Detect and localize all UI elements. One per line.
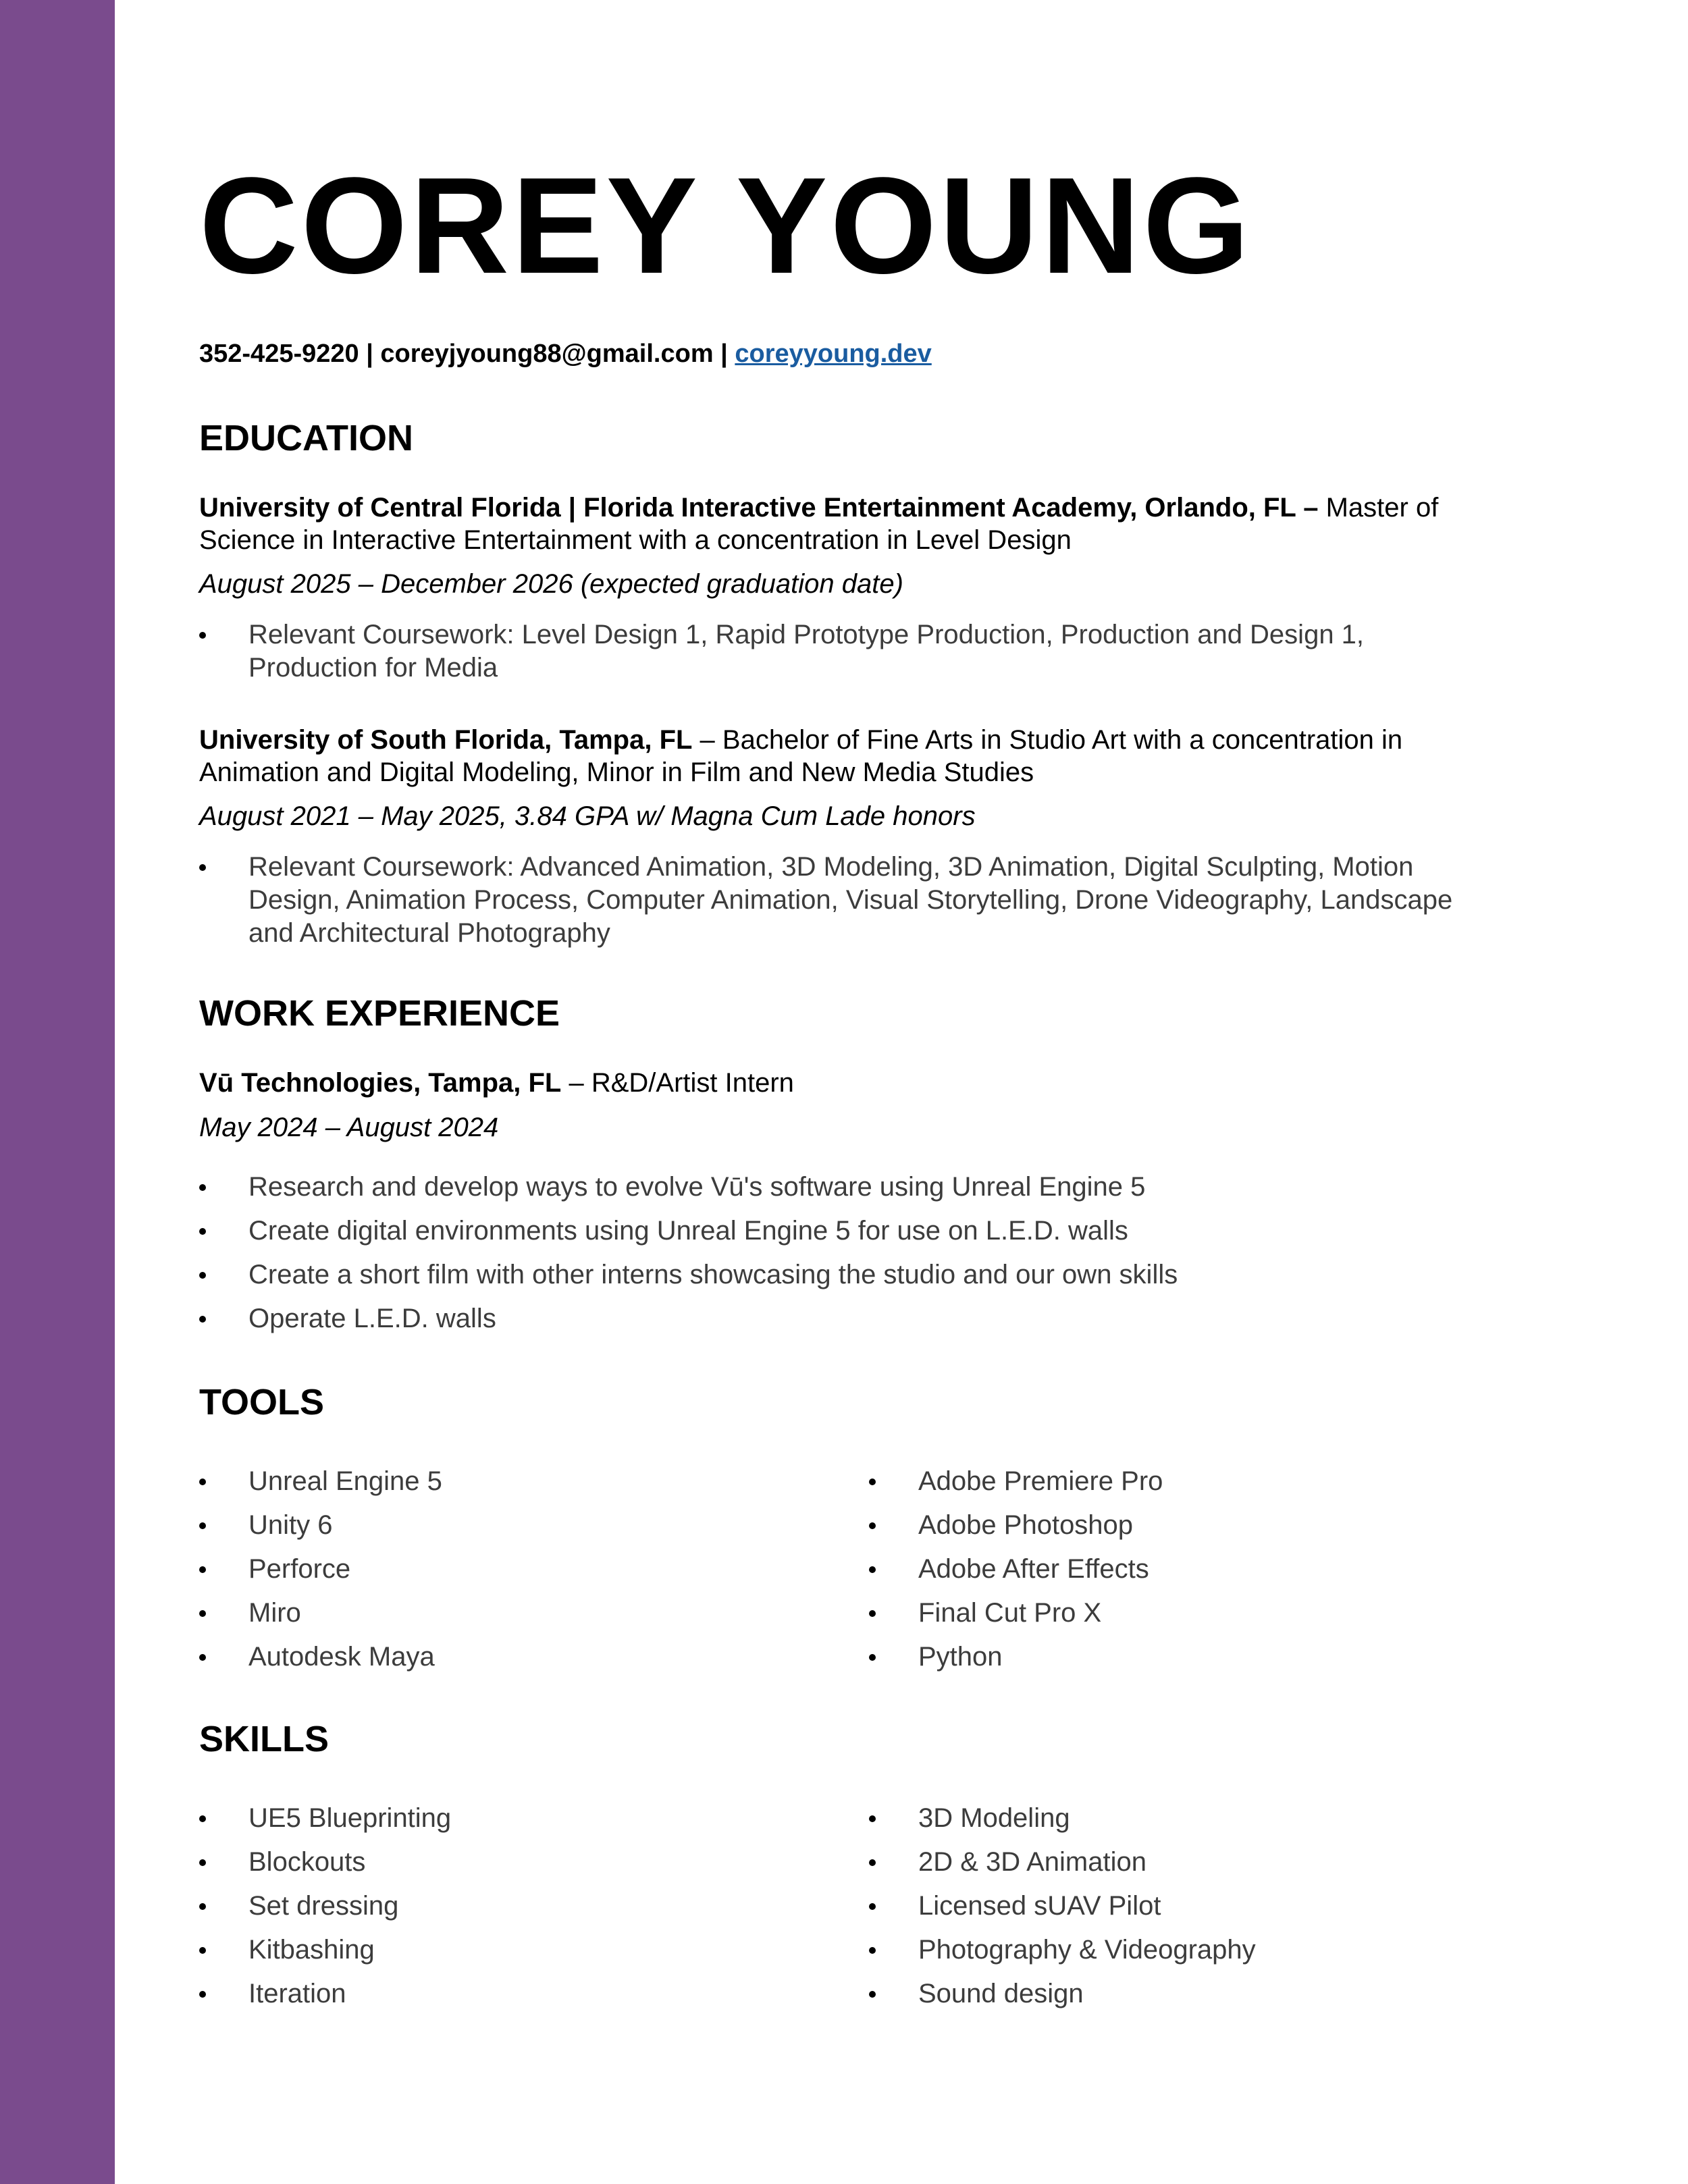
bullet-dot: [199, 1610, 206, 1617]
bullet-dot: [869, 1903, 876, 1910]
bullet-dot: [199, 1316, 206, 1323]
list-item: Unreal Engine 5: [199, 1465, 442, 1498]
education-entry-usf: [199, 724, 1523, 789]
bullet-dot: [199, 1859, 206, 1866]
list-item: Kitbashing: [199, 1934, 451, 1967]
list-item: Set dressing: [199, 1890, 451, 1923]
list-item: Autodesk Maya: [199, 1641, 442, 1674]
bullet-dot: [869, 1815, 876, 1822]
list-item: Relevant Coursework: Level Design 1, Rapid Prototype Production, Production and Design 1, Production for Media: [199, 618, 1523, 685]
list-item: Unity 6: [199, 1509, 442, 1542]
list-item: Relevant Coursework: Advanced Animation, 3D Modeling, 3D Animation, Digital Sculpting, Motion Design, Animation Process, Computer Animation, Visual Storytelling, Drone Videography, Landscape and Architectural Photography: [199, 851, 1523, 950]
list-item: Adobe Photoshop: [869, 1509, 1163, 1542]
bullet-dot: [199, 1903, 206, 1910]
list-item: Final Cut Pro X: [869, 1597, 1163, 1630]
bullet-dot: [199, 1522, 206, 1529]
list-item: Research and develop ways to evolve Vū's software using Unreal Engine 5: [199, 1171, 1523, 1204]
tools-heading: TOOLS: [199, 1382, 325, 1422]
bullet-dot: [199, 1947, 206, 1954]
education-entry-ucf: [199, 491, 1523, 556]
list-item: UE5 Blueprinting: [199, 1802, 451, 1835]
contact-line: [199, 339, 932, 370]
website-link[interactable]: coreyyoung.dev: [735, 340, 932, 368]
list-item: Create digital environments using Unreal Engine 5 for use on L.E.D. walls: [199, 1215, 1523, 1248]
list-item: Photography & Videography: [869, 1934, 1256, 1967]
contact-separator: |: [359, 340, 381, 368]
email-address: coreyjyoung88@gmail.com: [380, 340, 714, 368]
bullet-dot: [199, 1815, 206, 1822]
list-item: Perforce: [199, 1553, 442, 1586]
list-item: 3D Modeling: [869, 1802, 1256, 1835]
skills-heading: SKILLS: [199, 1719, 329, 1759]
bullet-dot: [199, 1654, 206, 1661]
bullet-dot: [199, 632, 206, 639]
list-item: Operate L.E.D. walls: [199, 1302, 1523, 1335]
work-bullet-list: [199, 1171, 1523, 1346]
list-item: Iteration: [199, 1977, 451, 2010]
work-experience-heading: WORK EXPERIENCE: [199, 993, 560, 1034]
school-name: University of Central Florida | Florida Interactive Entertainment Academy, Orlando, FL –: [199, 493, 1319, 523]
bullet-dot: [869, 1654, 876, 1661]
skills-list-right: [869, 1802, 1256, 2021]
coursework-list: [199, 851, 1523, 961]
bullet-dot: [199, 1184, 206, 1191]
list-item: Miro: [199, 1597, 442, 1630]
education-heading: EDUCATION: [199, 418, 413, 458]
education-dates: August 2025 – December 2026 (expected graduation date): [199, 569, 903, 599]
bullet-dot: [199, 1991, 206, 1998]
bullet-dot: [869, 1479, 876, 1485]
bullet-dot: [869, 1610, 876, 1617]
list-item: Blockouts: [199, 1846, 451, 1879]
candidate-name: COREY YOUNG: [199, 149, 1252, 302]
phone-number: 352-425-9220: [199, 340, 359, 368]
company-name: Vū Technologies, Tampa, FL: [199, 1068, 562, 1098]
bullet-dot: [199, 864, 206, 871]
contact-separator: |: [713, 340, 735, 368]
degree-text: Master of Science in Interactive Entertainment with a concentration in Level Design: [199, 493, 1439, 555]
list-item: Adobe After Effects: [869, 1553, 1163, 1586]
bullet-dot: [869, 1991, 876, 1998]
bullet-dot: [199, 1479, 206, 1485]
work-entry: [199, 1067, 1523, 1099]
skills-list-left: [199, 1802, 451, 2021]
coursework-list: [199, 618, 1523, 695]
list-item: Licensed sUAV Pilot: [869, 1890, 1256, 1923]
list-item: Python: [869, 1641, 1163, 1674]
tools-list-left: [199, 1465, 442, 1684]
bullet-dot: [869, 1859, 876, 1866]
work-dates: May 2024 – August 2024: [199, 1113, 499, 1142]
job-role: – R&D/Artist Intern: [561, 1068, 794, 1098]
bullet-dot: [869, 1522, 876, 1529]
education-dates: August 2021 – May 2025, 3.84 GPA w/ Magna Cum Lade honors: [199, 801, 976, 831]
bullet-dot: [199, 1272, 206, 1279]
bullet-dot: [869, 1566, 876, 1573]
purple-sidebar-bar: [0, 0, 115, 2184]
bullet-dot: [869, 1947, 876, 1954]
tools-list-right: [869, 1465, 1163, 1684]
school-name: University of South Florida, Tampa, FL: [199, 725, 693, 755]
bullet-dot: [199, 1566, 206, 1573]
list-item: 2D & 3D Animation: [869, 1846, 1256, 1879]
list-item: Adobe Premiere Pro: [869, 1465, 1163, 1498]
degree-text: – Bachelor of Fine Arts in Studio Art with a concentration in Animation and Digital Modeling, Minor in Film and New Media Studies: [199, 725, 1403, 787]
list-item: Sound design: [869, 1977, 1256, 2010]
list-item: Create a short film with other interns showcasing the studio and our own skills: [199, 1258, 1523, 1291]
bullet-dot: [199, 1228, 206, 1235]
